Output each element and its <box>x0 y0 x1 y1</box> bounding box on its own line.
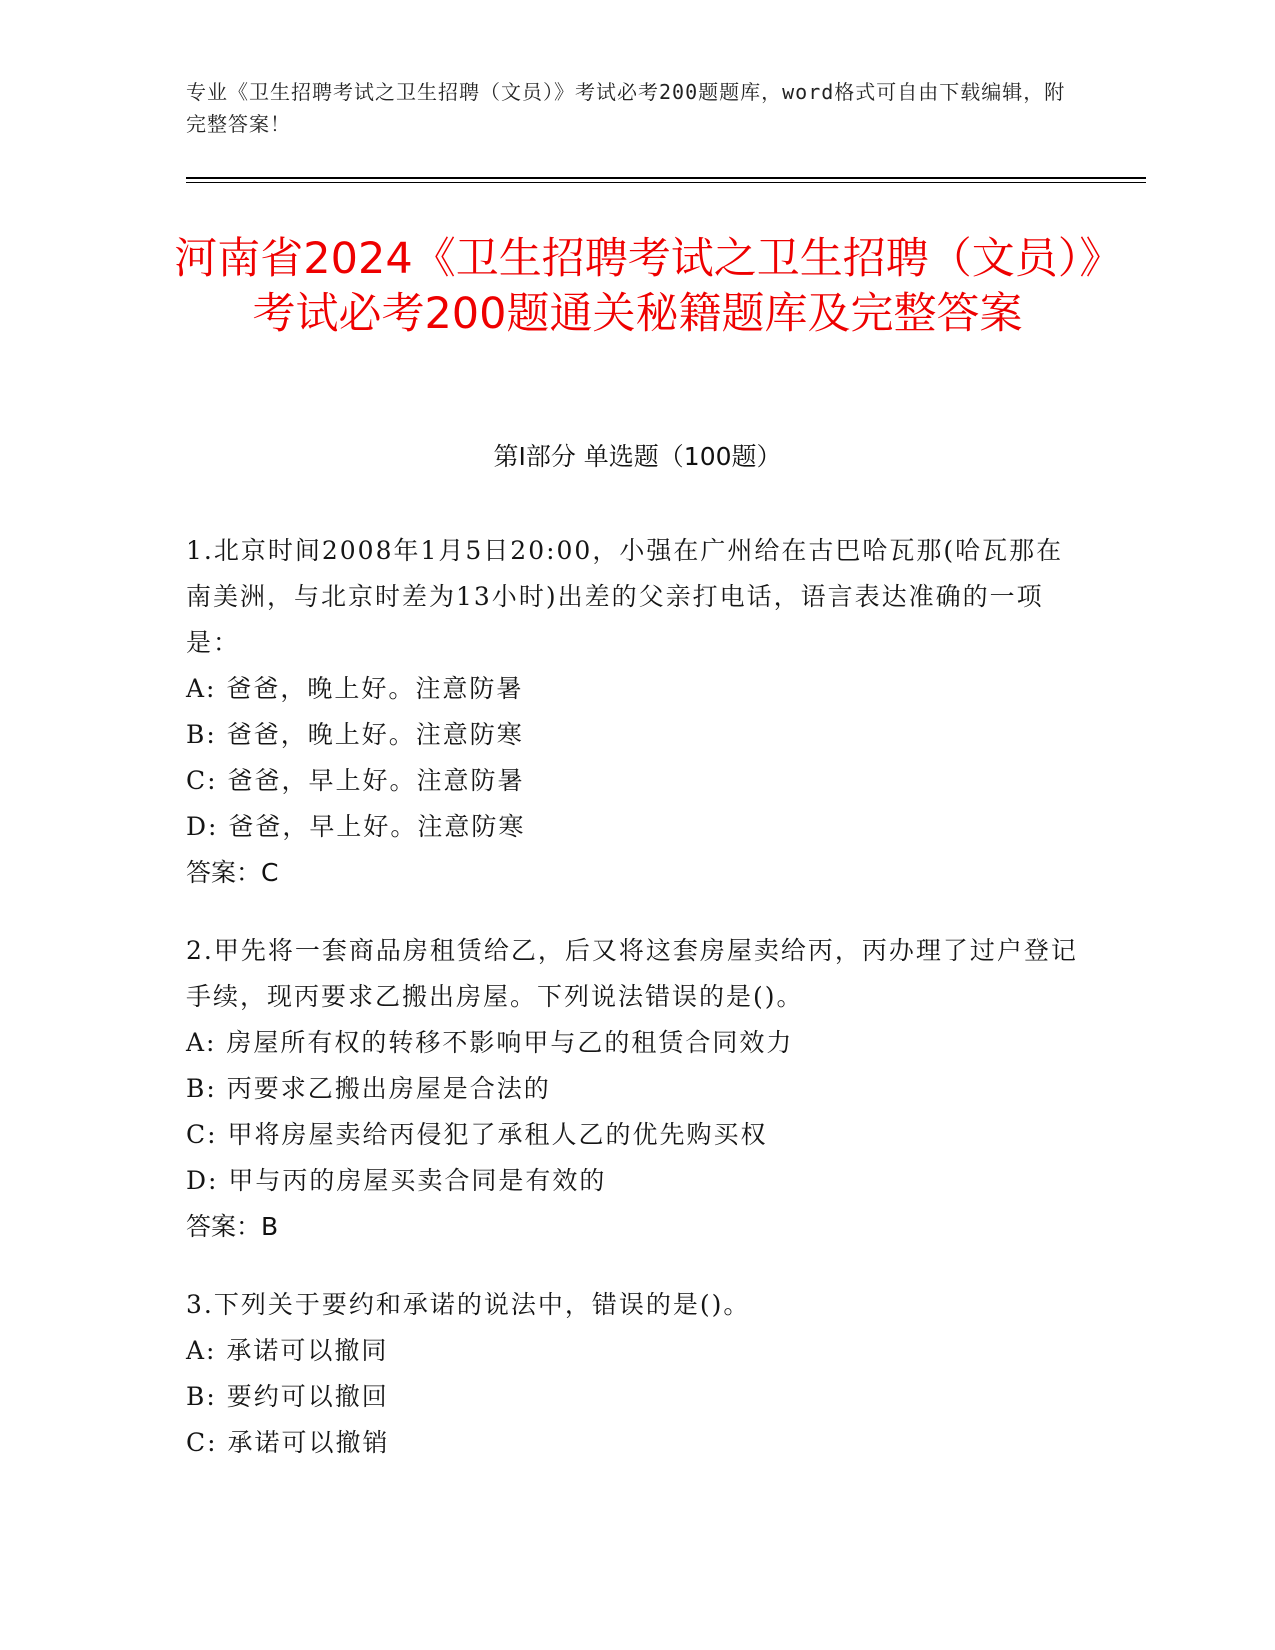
question-list <box>186 528 1086 1498</box>
question-stem: 3.下列关于要约和承诺的说法中，错误的是()。 <box>186 1290 751 1319</box>
question-1 <box>186 528 1086 896</box>
header-note: 专业《卫生招聘考试之卫生招聘（文员）》考试必考200题题库，word格式可自由下载编辑，附完整答案！ <box>186 80 1066 136</box>
question-stem: 2.甲先将一套商品房租赁给乙，后又将这套房屋卖给丙，丙办理了过户登记手续，现丙要求乙搬出房屋。下列说法错误的是()。 <box>186 936 1078 1011</box>
option-b: B: 要约可以撤回 <box>186 1382 389 1411</box>
question-3 <box>186 1282 1086 1466</box>
option-d: D: 爸爸，早上好。注意防寒 <box>186 812 526 841</box>
option-d: D: 甲与丙的房屋买卖合同是有效的 <box>186 1166 607 1195</box>
question-stem: 1.北京时间2008年1月5日20:00，小强在广州给在古巴哈瓦那(哈瓦那在南美洲，与北京时差为13小时)出差的父亲打电话，语言表达准确的一项是： <box>186 536 1064 657</box>
option-c: C: 承诺可以撤销 <box>186 1428 390 1457</box>
option-c: C: 甲将房屋卖给丙侵犯了承租人乙的优先购买权 <box>186 1120 768 1149</box>
option-c: C: 爸爸，早上好。注意防暑 <box>186 766 525 795</box>
section-title: 第Ⅰ部分 单选题（100题） <box>493 442 782 471</box>
header-divider-thick <box>186 177 1146 179</box>
option-b: B: 爸爸，晚上好。注意防寒 <box>186 720 524 749</box>
option-a: A: 爸爸，晚上好。注意防暑 <box>186 674 524 703</box>
option-a: A: 房屋所有权的转移不影响甲与乙的租赁合同效力 <box>186 1028 794 1057</box>
question-2 <box>186 928 1086 1250</box>
option-b: B: 丙要求乙搬出房屋是合法的 <box>186 1074 551 1103</box>
option-a: A: 承诺可以撤同 <box>186 1336 389 1365</box>
document-title: 河南省2024《卫生招聘考试之卫生招聘（文员）》考试必考200题通关秘籍题库及完整答案 <box>174 234 1101 339</box>
header-divider-thin <box>186 182 1146 183</box>
answer-line: 答案：B <box>186 1212 279 1241</box>
answer-line: 答案：C <box>186 858 279 887</box>
